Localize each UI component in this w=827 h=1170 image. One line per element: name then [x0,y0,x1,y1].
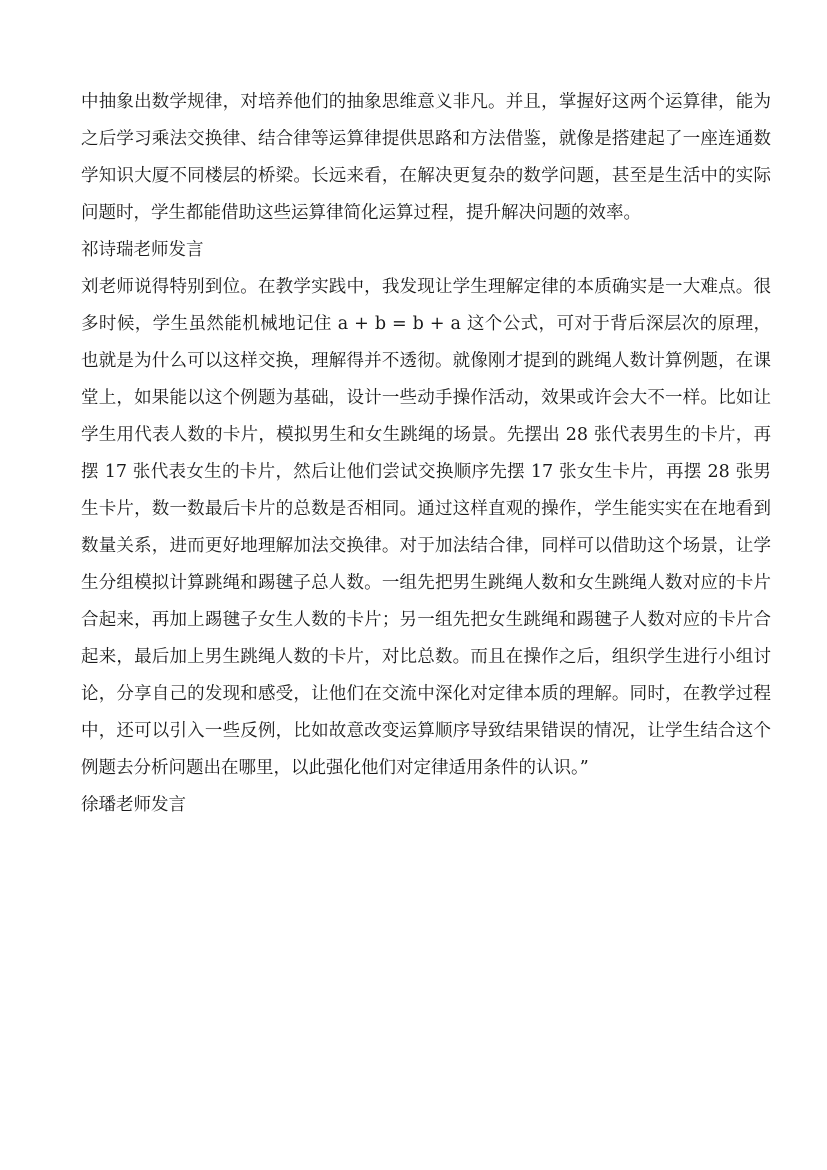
paragraph-qi-speech: 刘老师说得特别到位。在教学实践中，我发现让学生理解定律的本质确实是一大难点。很多时候，学生虽然能机械地记住 a + b = b + a 这个公式，可对于背后深层次的原理，也就是为什么可以这样交换，理解得并不透彻。就像刚才提到的跳绳人数计算例题，在课堂上，如果能以这个例题为基础，设计一些动手操作活动，效果或许会大不一样。比如让学生用代表人数的卡片，模拟男生和女生跳绳的场景。先摆出 28 张代表男生的卡片，再摆 17 张代表女生的卡片，然后让他们尝试交换顺序先摆 17 张女生卡片，再摆 28 张男生卡片，数一数最后卡片的总数是否相同。通过这样直观的操作，学生能实实在在地看到数量关系，进而更好地理解加法交换律。对于加法结合律，同样可以借助这个场景，让学生分组模拟计算跳绳和踢毽子总人数。一组先把男生跳绳人数和女生跳绳人数对应的卡片合起来，再加上踢毽子女生人数的卡片；另一组先把女生跳绳和踢毽子人数对应的卡片合起来，最后加上男生跳绳人数的卡片，对比总数。而且在操作之后，组织学生进行小组讨论，分享自己的发现和感受，让他们在交流中深化对定律本质的理解。同时，在教学过程中，还可以引入一些反例，比如故意改变运算顺序导致结果错误的情况，让学生结合这个例题去分析问题出在哪里，以此强化他们对定律适用条件的认识。” [81,277,771,778]
speaker-heading-xu: 徐璠老师发言 [81,795,186,815]
document-body [81,84,771,824]
paragraph-intro: 中抽象出数学规律，对培养他们的抽象思维意义非凡。并且，掌握好这两个运算律，能为之后学习乘法交换律、结合律等运算律提供思路和方法借鉴，就像是搭建起了一座连通数学知识大厦不同楼层的桥梁。长远来看，在解决更复杂的数学问题，甚至是生活中的实际问题时，学生都能借助这些运算律简化运算过程，提升解决问题的效率。 [81,92,771,223]
speaker-heading-qi: 祁诗瑞老师发言 [81,240,204,260]
